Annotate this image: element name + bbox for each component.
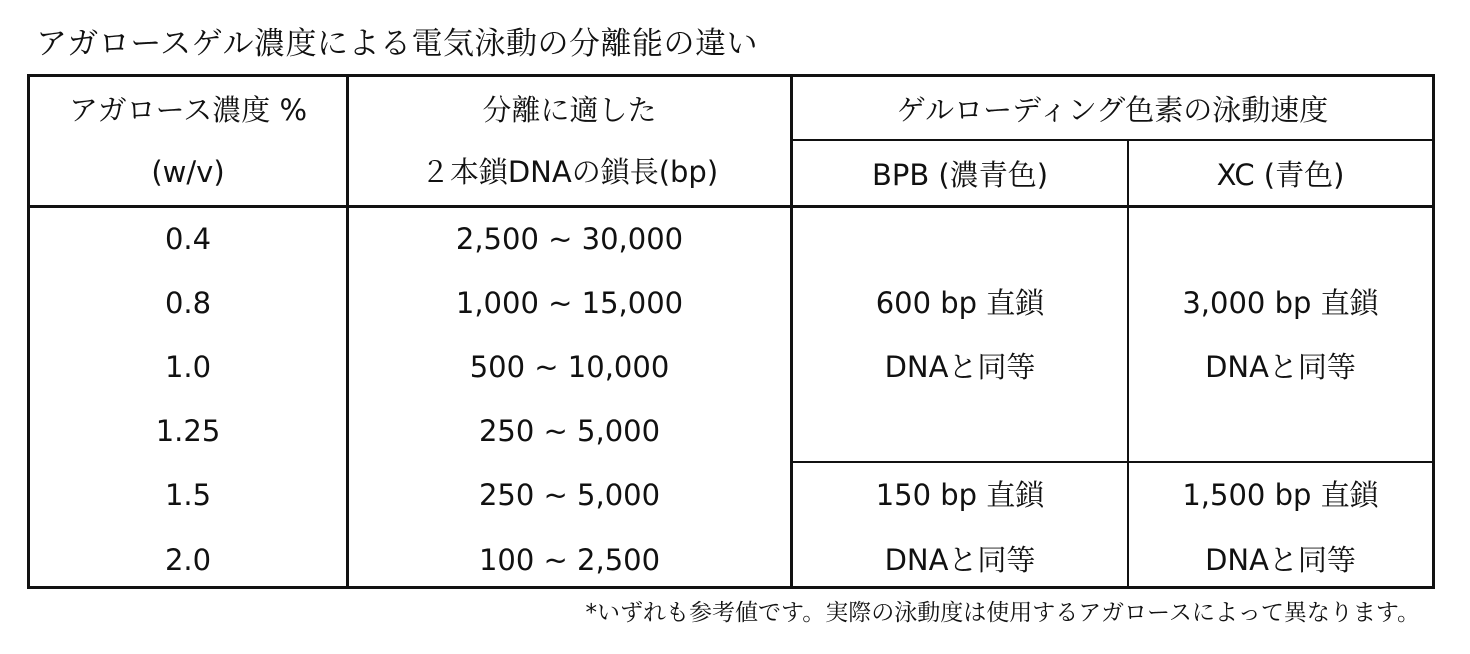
concentration-cell: 1.5	[164, 478, 212, 512]
range-cell: 250 ~ 5,000	[478, 478, 661, 512]
range-cell: 500 ~ 10,000	[469, 350, 670, 384]
bpb-group-2-line1: 150 bp 直鎖	[875, 478, 1045, 512]
bpb-group-1-line2: DNAと同等	[884, 350, 1036, 384]
header-range-unit: ２本鎖DNAの鎖長(bp)	[420, 155, 719, 189]
range-cell: 100 ~ 2,500	[478, 543, 661, 577]
concentration-column	[30, 208, 346, 592]
xc-group-1-line2: DNAと同等	[1205, 350, 1356, 384]
header-bpb: BPB (濃青色)	[871, 157, 1049, 192]
bpb-group-2-line2: DNAと同等	[884, 543, 1036, 577]
header-concentration-label: アガロース濃度 %	[68, 93, 308, 127]
concentration-cell: 0.8	[164, 286, 212, 320]
range-column	[349, 208, 790, 592]
header-range-label: 分離に適した	[482, 93, 657, 127]
concentration-cell: 1.0	[164, 350, 212, 384]
header-xc: XC (青色)	[1216, 157, 1345, 192]
header-concentration	[30, 77, 346, 205]
xc-group-1-line1: 3,000 bp 直鎖	[1182, 286, 1379, 320]
xc-group-2-line2: DNAと同等	[1205, 543, 1356, 577]
range-cell: 2,500 ~ 30,000	[455, 222, 684, 256]
concentration-cell: 2.0	[164, 543, 212, 577]
page-title: アガロースゲル濃度による電気泳動の分離能の違い	[36, 26, 759, 62]
range-cell: 250 ~ 5,000	[478, 414, 661, 448]
concentration-cell: 0.4	[164, 222, 212, 256]
separation-table	[27, 74, 1435, 589]
range-cell: 1,000 ~ 15,000	[455, 286, 684, 320]
bpb-group-1-line1: 600 bp 直鎖	[875, 286, 1045, 320]
concentration-cell: 1.25	[155, 414, 221, 448]
header-separation-range	[349, 77, 790, 205]
xc-group-2	[1129, 208, 1432, 592]
xc-group-2-line1: 1,500 bp 直鎖	[1182, 478, 1379, 512]
footnote: *いずれも参考値です。実際の泳動度は使用するアガロースによって異なります。	[585, 600, 1420, 626]
bpb-group-2	[793, 208, 1127, 592]
header-dye-group: ゲルローディング色素の泳動速度	[896, 92, 1329, 127]
header-concentration-unit: (w/v)	[151, 155, 225, 189]
